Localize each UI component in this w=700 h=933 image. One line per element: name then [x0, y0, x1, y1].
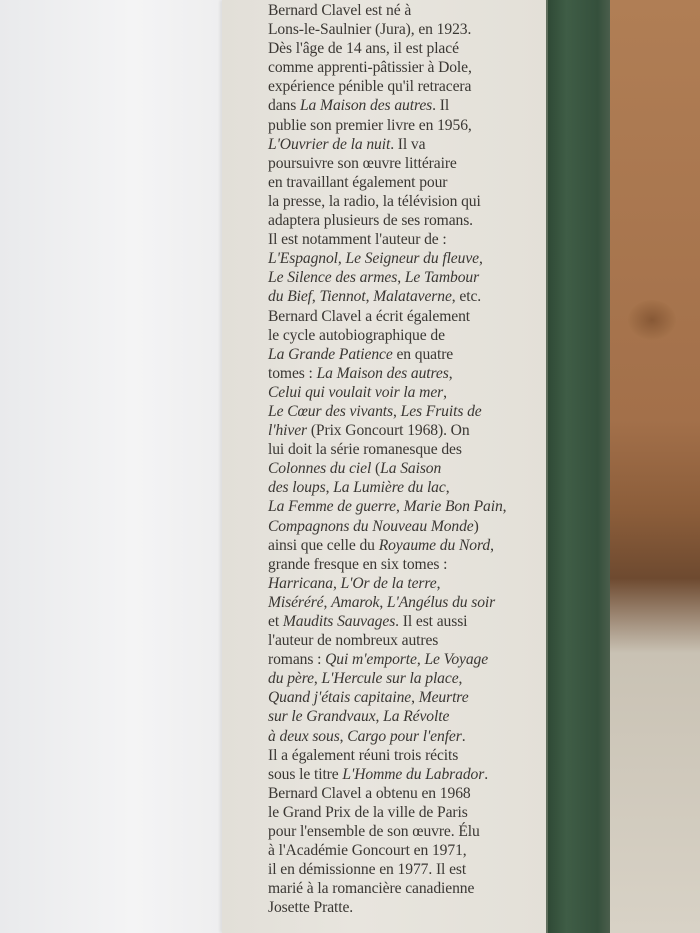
text-segment: , [397, 269, 405, 287]
text-segment: , [478, 250, 483, 268]
text-segment: Bernard Clavel est né à [268, 2, 412, 19]
biography-line [268, 364, 558, 383]
text-segment: , [395, 498, 404, 516]
text-segment: comme apprenti-pâtissier à Dole, [268, 59, 472, 77]
book-title-italic: La Maison des autres [299, 97, 433, 115]
biography-line [268, 765, 558, 784]
biography-line [268, 593, 558, 612]
text-segment: , [411, 689, 419, 707]
text-segment: . [484, 765, 489, 783]
biography-line [268, 517, 558, 536]
wood-knot [628, 300, 676, 340]
text-segment: , [325, 479, 334, 497]
text-segment: , [313, 670, 322, 688]
book-title-italic: La Saison [380, 460, 442, 478]
biography-line [268, 803, 558, 822]
text-segment: Bernard Clavel a obtenu en 1968 [268, 784, 471, 802]
book-title-italic: Marie Bon Pain [403, 498, 503, 516]
biography-line [268, 879, 558, 898]
text-segment: , [379, 593, 387, 611]
biography-line [268, 727, 558, 746]
text-segment: Lons-le-Saulnier (Jura), en 1923. [268, 21, 472, 39]
text-segment: dans [268, 97, 300, 115]
text-segment: la presse, la radio, la télévision qui [268, 192, 481, 210]
text-segment: et [268, 613, 283, 630]
text-segment: , [416, 651, 425, 669]
biography-line [268, 459, 558, 478]
text-segment: , [443, 383, 447, 401]
biography-line [268, 77, 558, 96]
biography-line [268, 20, 558, 39]
book-title-italic: Colonnes du ciel [268, 460, 372, 478]
text-segment: lui doit la série romanesque des [268, 441, 462, 459]
book-title-italic: L'Ouvrier de la nuit [268, 135, 391, 153]
biography-line [268, 402, 558, 421]
book-title-italic: Harricana [268, 574, 333, 592]
biography-line [268, 154, 558, 173]
text-segment: en quatre [392, 345, 454, 363]
book-title-italic: Tiennot [319, 288, 366, 306]
text-segment: , [365, 288, 374, 306]
text-segment: , [458, 670, 463, 688]
book-title-italic: L'Or de la terre [340, 574, 437, 592]
biography-line [268, 192, 558, 211]
text-segment: poursuivre son œuvre littéraire [268, 154, 457, 172]
book-title-italic: La Femme de guerre [268, 498, 396, 516]
text-segment: adaptera plusieurs de ses romans. [268, 212, 473, 230]
biography-line [268, 39, 558, 58]
text-segment: il en démissionne en 1977. Il est [268, 861, 467, 879]
text-segment: , [448, 364, 453, 382]
text-segment: marié à la romancière canadienne [268, 880, 475, 898]
biography-line [268, 822, 558, 841]
biography-line [268, 688, 558, 707]
biography-line [268, 669, 558, 688]
book-title-italic: Miséréré [268, 593, 324, 611]
text-segment: à l'Académie Goncourt en 1971, [268, 842, 467, 860]
biography-line [268, 440, 558, 459]
text-segment: . Il va [390, 135, 426, 153]
book-title-italic: sur le Grandvaux [268, 708, 376, 726]
book-title-italic: L'Espagnol [268, 250, 338, 268]
biography-line [268, 841, 558, 860]
text-segment: Il a également réuni trois récits [268, 746, 459, 764]
book-title-italic: l'hiver [268, 422, 308, 440]
text-segment: sous le titre [268, 765, 343, 783]
text-segment: , [339, 727, 348, 745]
biography-line [268, 574, 558, 593]
biography-line [268, 345, 558, 364]
book-title-italic: Le Silence des armes [268, 269, 398, 287]
text-segment: , [490, 536, 494, 554]
book-title-italic: L'Hercule sur la place [321, 670, 459, 688]
text-segment: , [436, 574, 441, 592]
book-title-italic: L'Homme du Labrador [342, 765, 485, 783]
book-title-italic: Compagnons du Nouveau Monde [268, 517, 474, 535]
text-segment: , [502, 498, 507, 516]
text-segment: tomes : [268, 364, 317, 382]
book-title-italic: à deux sous [268, 727, 340, 745]
biography-line [268, 230, 558, 249]
biography-line [268, 631, 558, 650]
book-title-italic: des loups [268, 479, 326, 497]
book-title-italic: L'Angélus du soir [386, 593, 496, 611]
text-segment: , [393, 402, 401, 420]
book-title-italic: Qui m'emporte [325, 651, 417, 669]
book-title-italic: Le Seigneur du fleuve [345, 250, 479, 268]
text-segment: (Prix Goncourt 1968). On [307, 422, 470, 440]
text-segment: , [323, 593, 332, 611]
book-title-italic: Les Fruits de [400, 402, 482, 420]
biography-line [268, 536, 558, 555]
biography-line [268, 249, 558, 268]
text-segment: Dès l'âge de 14 ans, il est placé [268, 40, 459, 58]
biography-line [268, 860, 558, 879]
biography-line [268, 58, 558, 77]
text-segment: l'auteur de nombreux autres [268, 632, 439, 650]
text-segment: pour l'ensemble de son œuvre. Élu [268, 823, 480, 841]
biography-line [268, 211, 558, 230]
text-segment: Bernard Clavel a écrit également [268, 307, 471, 325]
book-title-italic: Meurtre [418, 689, 469, 707]
biography-line [268, 1, 558, 20]
text-segment: ainsi que celle du [268, 536, 379, 554]
text-segment: publie son premier livre en 1956, [268, 116, 472, 134]
book-title-italic: Le Cœur des vivants [268, 402, 394, 420]
text-segment: . Il est aussi [395, 613, 468, 630]
biography-line [268, 478, 558, 497]
text-segment: expérience pénible qu'il retracera [268, 78, 472, 96]
book-title-italic: Amarok [331, 593, 380, 611]
text-segment: . Il [432, 97, 450, 115]
author-biography-text [268, 1, 558, 918]
text-segment: Il est notamment l'auteur de : [268, 231, 447, 249]
book-title-italic: du Bief [268, 288, 312, 306]
book-title-italic: Maudits Sauvages [282, 613, 396, 630]
biography-line [268, 898, 558, 917]
biography-line [268, 555, 558, 574]
blank-endpaper-page [0, 0, 222, 933]
biography-line [268, 383, 558, 402]
biography-line [268, 421, 558, 440]
biography-line [268, 746, 558, 765]
biography-line [268, 497, 558, 516]
book-title-italic: La Lumière du lac [333, 479, 446, 497]
biography-line [268, 326, 558, 345]
book-title-italic: La Révolte [383, 708, 450, 726]
text-segment: Josette Pratte. [268, 899, 354, 917]
text-segment: ( [371, 460, 381, 478]
book-title-italic: La Grande Patience [268, 345, 393, 363]
text-segment: , [337, 250, 346, 268]
text-segment: , etc. [451, 288, 482, 306]
text-segment: le Grand Prix de la ville de Paris [268, 803, 468, 821]
text-segment: romans : [268, 651, 326, 669]
text-segment: ) [473, 517, 479, 535]
biography-line [268, 173, 558, 192]
biography-line [268, 268, 558, 287]
biography-line [268, 287, 558, 306]
text-segment: grande fresque en six tomes : [268, 555, 448, 573]
book-title-italic: Celui qui voulait voir la mer [268, 383, 444, 401]
text-segment: le cycle autobiographique de [268, 326, 445, 344]
text-segment: . [461, 727, 466, 745]
book-title-italic: du père [268, 670, 314, 688]
biography-line [268, 307, 558, 326]
book-title-italic: Cargo pour l'enfer [347, 727, 462, 745]
text-segment: , [332, 574, 341, 592]
book-title-italic: Royaume du Nord [378, 536, 491, 554]
text-segment: , [375, 708, 384, 726]
biography-line [268, 707, 558, 726]
biography-line [268, 135, 558, 154]
book-title-italic: Quand j'étais capitaine [268, 689, 412, 707]
book-title-italic: La Maison des autres [316, 364, 449, 382]
text-segment: , [311, 288, 320, 306]
book-title-italic: Malataverne [373, 288, 452, 306]
text-segment: en travaillant également pour [268, 173, 448, 191]
biography-line [268, 784, 558, 803]
book-title-italic: Le Tambour [404, 269, 480, 287]
biography-line [268, 96, 558, 115]
biography-line [268, 650, 558, 669]
text-segment: , [445, 479, 450, 497]
biography-line [268, 612, 558, 631]
biography-line [268, 116, 558, 135]
book-title-italic: Le Voyage [424, 651, 489, 669]
